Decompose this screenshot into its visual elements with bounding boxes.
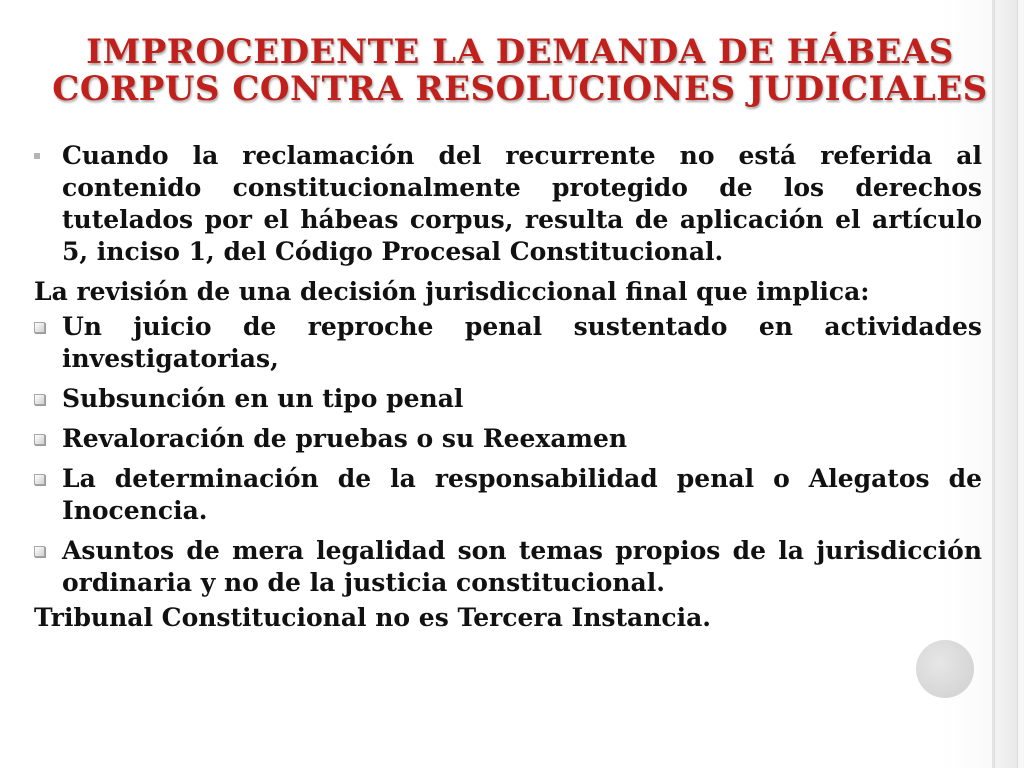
checkbox-bullet-icon xyxy=(34,434,45,445)
slide-border-strip xyxy=(994,0,1018,768)
bullet-item xyxy=(34,383,982,415)
slide-title xyxy=(40,34,1000,108)
checkbox-bullet-icon xyxy=(34,474,45,485)
bullet-item xyxy=(34,311,982,375)
bullet-item xyxy=(34,535,982,599)
bullet-text: Revaloración de pruebas o su Reexamen xyxy=(62,424,628,453)
slide-title-line-2: CORPUS CONTRA RESOLUCIONES JUDICIALES xyxy=(52,69,988,109)
bullet-item xyxy=(34,423,982,455)
slide-border-edge xyxy=(1020,0,1024,768)
paragraph xyxy=(34,276,982,308)
bullet-text: La determinación de la responsabilidad penal o Alegatos de Inocencia. xyxy=(62,464,982,525)
bullet-item xyxy=(34,463,982,527)
paragraph-text: La revisión de una decisión jurisdiccional final que implica: xyxy=(34,277,870,306)
bullet-item xyxy=(34,140,982,268)
checkbox-bullet-icon xyxy=(34,394,45,405)
paragraph-text: Tribunal Constitucional no es Tercera Instancia. xyxy=(34,603,711,632)
paragraph xyxy=(34,602,982,634)
slide-title-line-1: IMPROCEDENTE LA DEMANDA DE HÁBEAS xyxy=(86,32,954,72)
bullet-text: Subsunción en un tipo penal xyxy=(62,384,464,413)
decorative-circle xyxy=(916,640,974,698)
bullet-text: Asuntos de mera legalidad son temas propios de la jurisdicción ordinaria y no de la justicia constitucional. xyxy=(62,536,982,597)
square-bullet-icon xyxy=(34,153,40,159)
bullet-text: Cuando la reclamación del recurrente no está referida al contenido constitucionalmente protegido de los derechos tutelados por el hábeas corpus, resulta de aplicación el artículo 5, inciso 1, del Código Procesal Constitucional. xyxy=(62,141,982,266)
slide-body xyxy=(34,140,982,634)
checkbox-bullet-icon xyxy=(34,546,45,557)
bullet-text: Un juicio de reproche penal sustentado en actividades investigatorias, xyxy=(62,312,982,373)
checkbox-bullet-icon xyxy=(34,322,45,333)
